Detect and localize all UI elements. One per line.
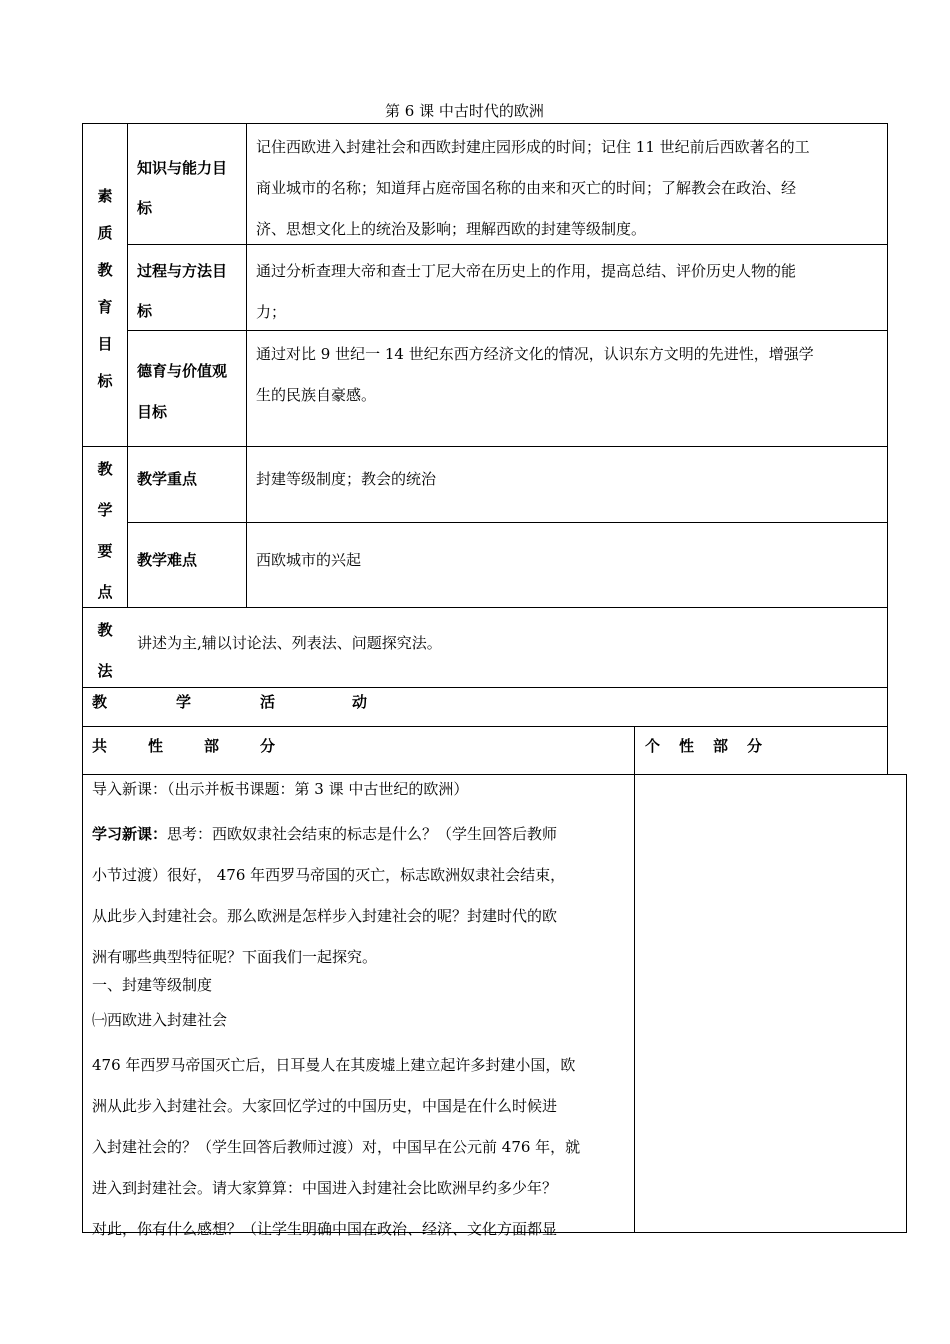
process-goal-text: 通过分析查理大帝和查士丁尼大帝在历史上的作用，提高总结、评价历史人物的能 力；	[256, 262, 797, 321]
side-label-teaching-points: 教 学 要 点	[97, 460, 113, 601]
body-paragraph-2: 476 年西罗马帝国灭亡后，日耳曼人在其废墟上建立起许多封建小国，欧 洲从此步入封建社会。大家回忆学过的中国历史，中国是在什么时候进 入封建社会的？（学生回答后教师过渡）对，中国早在公元前 476 年，就 进入到封建社会。请大家算算：中国进入封建社会比欧洲早约多少年？ 对此，你有什么感想？（让学生明确中国在政治、经济、文化方面都显	[92, 1056, 581, 1238]
subsection-heading-1: ㈠西欧进入封建社会	[92, 1011, 228, 1029]
label-column-divider	[246, 123, 247, 608]
key-point-label: 教学重点	[137, 470, 198, 488]
knowledge-goal-label: 知识与能力目 标	[137, 159, 228, 217]
learn-new-paragraph: 学习新课：思考：西欧奴隶社会结束的标志是什么？（学生回答后教师 小节过渡）很好， 476 年西罗马帝国的灭亡，标志欧洲奴隶社会结束， 从此步入封建社会。那么欧洲是怎样步入封建社会的呢？封建时代的欧 洲有哪些典型特征呢？下面我们一起探究。	[92, 825, 566, 966]
side-label-method: 教 法	[97, 621, 113, 680]
personal-column-border	[906, 774, 907, 1233]
section-divider-3	[82, 687, 888, 688]
page-title: 第 6 课 中古时代的欧洲	[385, 102, 544, 120]
moral-goal-text: 通过对比 9 世纪一 14 世纪东西方经济文化的情况，认识东方文明的先进性，增强学 生的民族自豪感。	[256, 345, 814, 404]
common-personal-divider	[634, 726, 635, 1233]
section-divider-5	[82, 774, 907, 775]
intro-line: 导入新课：（出示并板书课题：第 3 课 中古世纪的欧洲）	[92, 780, 469, 798]
section-divider-4	[82, 726, 888, 727]
side-label-quality-goals: 素 质 教 育 目 标	[97, 187, 113, 390]
table-border-right	[887, 123, 888, 774]
process-goal-label: 过程与方法目 标	[137, 262, 228, 320]
row-divider-3	[127, 522, 888, 523]
section-heading-1: 一、封建等级制度	[92, 976, 213, 994]
section-divider-1	[82, 446, 888, 447]
method-value: 讲述为主,辅以讨论法、列表法、问题探究法。	[137, 634, 442, 652]
table-border-top	[82, 123, 888, 124]
difficult-point-value: 西欧城市的兴起	[256, 551, 362, 569]
moral-goal-label: 德育与价值观 目标	[137, 362, 228, 421]
section-divider-2	[82, 607, 888, 608]
knowledge-goal-text: 记住西欧进入封建社会和西欧封建庄园形成的时间；记住 11 世纪前后西欧著名的工 商业城市的名称；知道拜占庭帝国名称的由来和灭亡的时间；了解教会在政治、经 济、思想文化上的统治及影响；理解西欧的封建等级制度。	[256, 138, 810, 238]
key-point-value: 封建等级制度；教会的统治	[256, 470, 437, 488]
difficult-point-label: 教学难点	[137, 551, 198, 569]
side-column-divider	[127, 123, 128, 608]
learn-new-label: 学习新课：	[92, 825, 168, 843]
